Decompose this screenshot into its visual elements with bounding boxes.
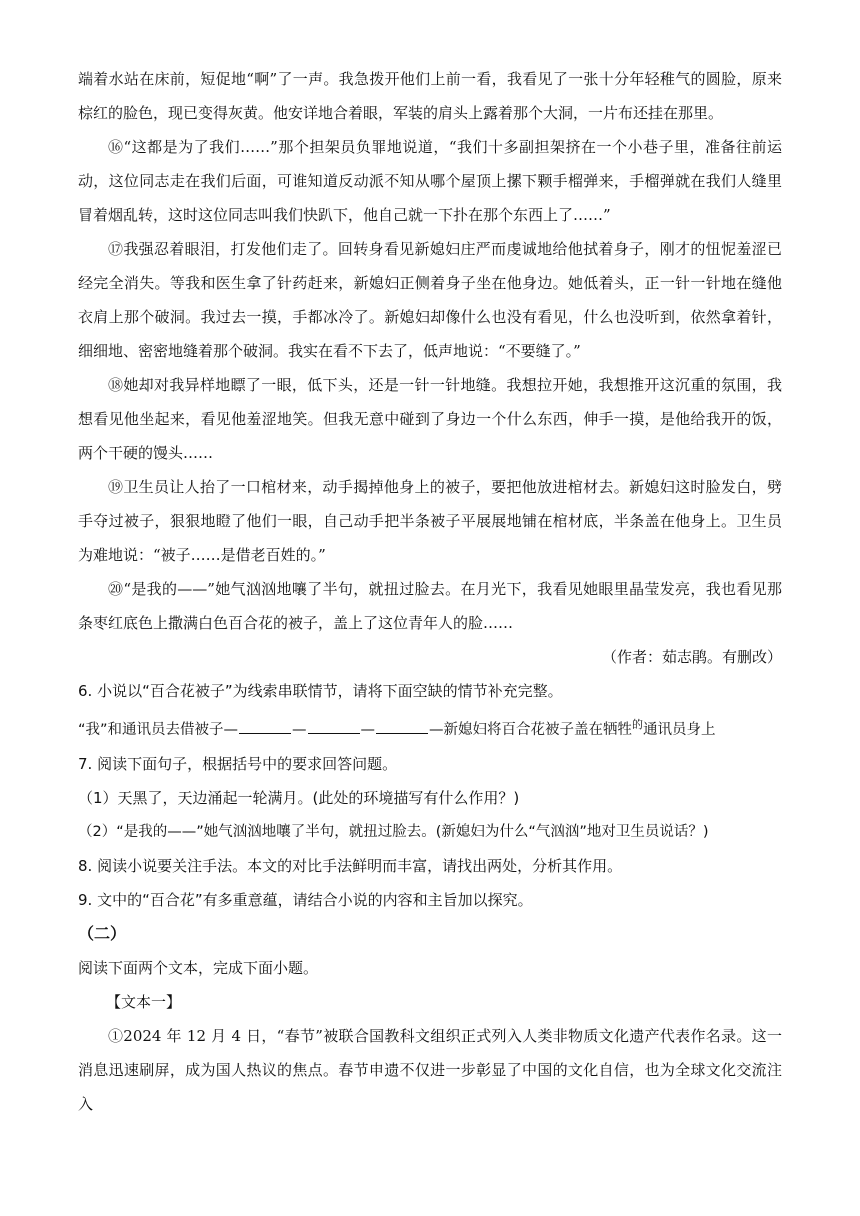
plot-dash-3: — xyxy=(429,722,444,738)
story-paragraph-17: ⑰我强忍着眼泪，打发他们走了。回转身看见新媳妇庄严而虔诚地给他拭着身子，刚才的忸怩羞涩已经完全消失。等我和医生拿了针药赶来，新媳妇正侧着身子坐在他身边。她低着头，正一针一针地在缝他衣肩上那个破洞。我过去一摸，手都冰冷了。新媳妇却像什么也没有看见，什么也没听到，依然拿着针，细细地、密密地缝着那个破洞。我实在看不下去了，低声地说：“不要缝了。” xyxy=(78,240,782,360)
plot-end-b: 通讯员身上 xyxy=(643,722,716,738)
question-7-part-1: （1）天黑了，天边涌起一轮满月。(此处的环境描写有什么作用？) xyxy=(78,789,520,807)
question-6: 6. 小说以“百合花被子”为线索串联情节，请将下面空缺的情节补充完整。 xyxy=(78,682,563,700)
story-paragraph-15-continued: 端着水站在床前，短促地“啊”了一声。我急拨开他们上前一看，我看见了一张十分年轻稚气的圆脸，原来棕红的脸色，现已变得灰黄。他安详地合着眼，军装的肩头上露着那个大洞，一片布还挂在那里。 xyxy=(78,70,782,122)
answer-blank-1[interactable] xyxy=(239,719,291,734)
text-1-paragraph-1: ①2024 年 12 月 4 日，“春节”被联合国教科文组织正式列入人类非物质文化遗产代表作名录。这一消息迅速刷屏，成为国人热议的焦点。春节申遗不仅进一步彰显了中国的文化自信，也为全球文化交流注入 xyxy=(78,1027,782,1113)
story-paragraph-16: ⑯“这都是为了我们……”那个担架员负罪地说道，“我们十多副担架挤在一个小巷子里，准备往前运动，这位同志走在我们后面，可谁知道反动派不知从哪个屋顶上摞下颗手榴弹来，手榴弹就在我们人缝里冒着烟乱转，这时这位同志叫我们快趴下，他自己就一下扑在那个东西上了……” xyxy=(78,138,782,224)
text-1-label: 【文本一】 xyxy=(106,993,182,1011)
section-2-heading: （二） xyxy=(78,924,127,943)
story-paragraph-20: ⑳“是我的——”她气汹汹地嚷了半句，就扭过脸去。在月光下，我看见她眼里晶莹发亮，我也看见那条枣红底色上撒满白色百合花的被子，盖上了这位青年人的脸…… xyxy=(78,580,782,632)
plot-end-superscript: 的 xyxy=(632,718,644,731)
plot-start: “我”和通讯员去借被子— xyxy=(78,722,239,738)
question-6-plot-chain xyxy=(78,708,782,747)
question-8: 8. 阅读小说要关注手法。本文的对比手法鲜明而丰富，请找出两处，分析其作用。 xyxy=(78,857,623,875)
plot-end-a: 新媳妇将百合花被子盖在牺牲 xyxy=(443,722,633,738)
plot-dash-2: — xyxy=(360,722,376,738)
story-paragraph-18: ⑱她却对我异样地瞟了一眼，低下头，还是一针一针地缝。我想拉开她，我想推开这沉重的氛围，我想看见他坐起来，看见他羞涩地笑。但我无意中碰到了身边一个什么东西，伸手一摸，是他给我开的饭，两个干硬的馒头…… xyxy=(78,376,782,462)
section-2-instruction: 阅读下面两个文本，完成下面小题。 xyxy=(78,959,319,977)
question-9: 9. 文中的“百合花”有多重意蕴，请结合小说的内容和主旨加以探究。 xyxy=(78,891,533,909)
answer-blank-3[interactable] xyxy=(376,719,428,734)
story-paragraph-19: ⑲卫生员让人抬了一口棺材来，动手揭掉他身上的被子，要把他放进棺材去。新媳妇这时脸发白，劈手夺过被子，狠狠地瞪了他们一眼，自己动手把半条被子平展展地铺在棺材底，半条盖在他身上。卫生员为难地说：“被子……是借老百姓的。” xyxy=(78,478,782,564)
answer-blank-2[interactable] xyxy=(308,719,360,734)
plot-dash-1: — xyxy=(292,722,307,738)
source-note: （作者：茹志鹃。有删改） xyxy=(601,648,782,666)
question-7: 7. 阅读下面句子，根据括号中的要求回答问题。 xyxy=(78,755,398,773)
question-7-part-2: （2）“是我的——”她气汹汹地嚷了半句，就扭过脸去。(新媳妇为什么“气汹汹”地对卫生员说话？) xyxy=(78,824,709,840)
